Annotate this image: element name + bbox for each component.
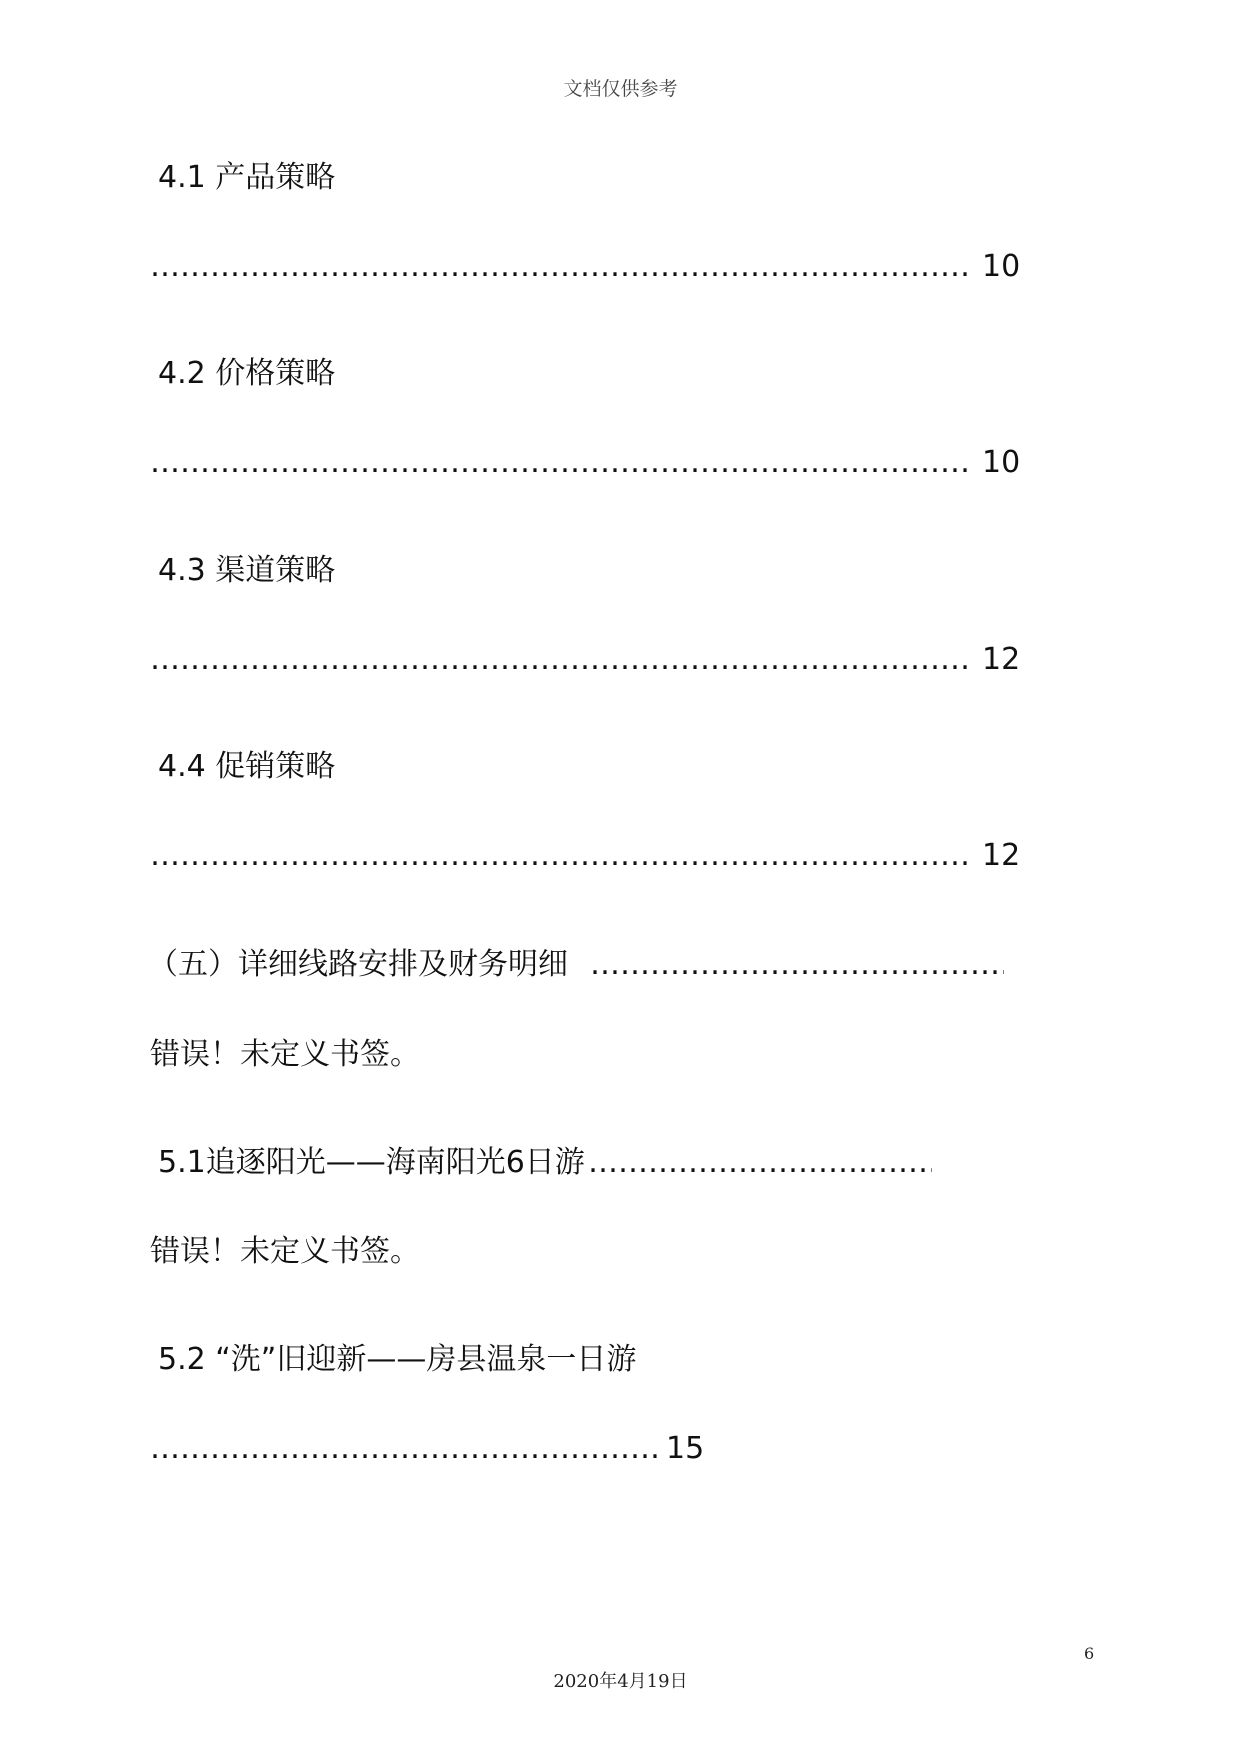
toc-entry-title: 4.2 价格策略: [158, 356, 336, 391]
toc-entry-title: 5.1追逐阳光——海南阳光6日游: [158, 1145, 585, 1180]
toc-entry-title: 4.3 渠道策略: [158, 553, 336, 588]
toc-entry-title: （五）详细线路安排及财务明细: [148, 947, 568, 982]
toc-leader-dots: [150, 247, 972, 287]
page-number: 6: [1084, 1644, 1095, 1663]
toc-entry-page: 10: [982, 249, 1021, 284]
toc-entry-title: 4.4 促销策略: [158, 749, 336, 784]
toc-entry-title: 5.2 “洗”旧迎新——房县温泉一日游: [158, 1342, 637, 1377]
footer-date: 2020年4月19日: [553, 1671, 688, 1692]
toc-entry-page: 错误！未定义书签。: [150, 1234, 420, 1269]
toc-entry-page: 错误！未定义书签。: [150, 1037, 420, 1072]
toc-entry-title: 4.1 产品策略: [158, 160, 336, 195]
toc-entry-page: 12: [982, 838, 1021, 873]
toc-leader-dots: [588, 1143, 932, 1183]
toc-entry-page: 15: [666, 1431, 705, 1466]
toc-entry-page: 10: [982, 445, 1021, 480]
page-header: 文档仅供参考: [563, 78, 678, 100]
toc-leader-dots: [150, 443, 972, 483]
toc-entry-page: 12: [982, 642, 1021, 677]
toc-leader-dots: [150, 640, 972, 680]
toc-leader-dots: [590, 945, 1004, 985]
toc-leader-dots: [150, 836, 972, 876]
toc-leader-dots: [150, 1429, 658, 1469]
